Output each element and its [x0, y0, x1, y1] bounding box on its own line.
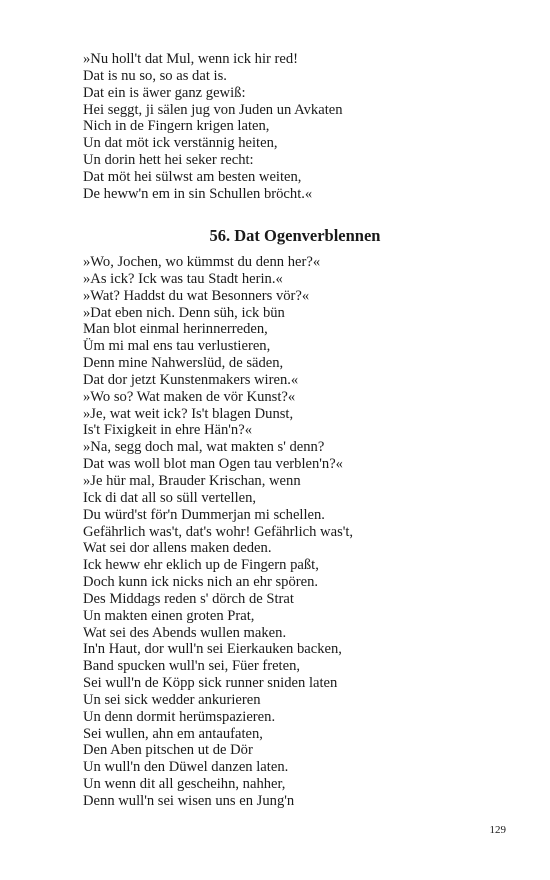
- verse-line: Sei wullen, ahn em antaufaten,: [83, 725, 263, 742]
- verse-line: »Wo so? Wat maken de vör Kunst?«: [83, 388, 296, 405]
- page-number: 129: [489, 824, 506, 836]
- verse-line: Des Middags reden s' dörch de Strat: [83, 590, 294, 607]
- poem-title: 56. Dat Ogenverblennen: [209, 226, 381, 245]
- verse-line: Dat ein is äwer ganz gewiß:: [83, 84, 246, 101]
- verse-line: Nich in de Fingern krigen laten,: [83, 118, 270, 135]
- verse-line: Denn wull'n sei wisen uns en Jung'n: [83, 793, 295, 809]
- verse-line: In'n Haut, dor wull'n sei Eierkauken backen,: [83, 641, 342, 658]
- verse-line: Dat dor jetzt Kunstenmakers wiren.«: [83, 371, 299, 388]
- verse-line: Üm mi mal ens tau verlustieren,: [83, 338, 271, 355]
- verse-line: De heww'n em in sin Schullen bröcht.«: [83, 185, 313, 202]
- verse-line: Ick di dat all so süll vertellen,: [83, 489, 257, 506]
- verse-line: Band spucken wull'n sei, Füer freten,: [83, 658, 301, 675]
- verse-line: Dat was woll blot man Ogen tau verblen'n?«: [83, 456, 343, 473]
- verse-line: »Nu holl't dat Mul, wenn ick hir red!: [83, 51, 299, 67]
- verse-line: »Wat? Haddst du wat Besonners vör?«: [83, 287, 310, 304]
- verse-line: Un dorin hett hei seker recht:: [83, 152, 254, 169]
- verse-line: Un wenn dit all gescheihn, nahher,: [83, 776, 286, 793]
- verse-line: Un wull'n den Düwel danzen laten.: [83, 759, 289, 776]
- verse-line: Un dat möt ick verstännig heiten,: [83, 135, 278, 152]
- verse-line: Hei seggt, ji sälen jug von Juden un Avkaten: [83, 101, 343, 118]
- verse-line: Un makten einen groten Prat,: [83, 607, 255, 624]
- verse-line: Wat sei des Abends wullen maken.: [83, 624, 287, 641]
- poem-body: [83, 254, 503, 810]
- verse-line: Ick heww ehr eklich up de Fingern paßt,: [83, 557, 319, 574]
- verse-line: Dat is nu so, so as dat is.: [83, 67, 227, 84]
- verse-line: Doch kunn ick nicks nich an ehr spören.: [83, 574, 319, 591]
- verse-line: Denn mine Nahwerslüd, de säden,: [83, 355, 284, 372]
- continued-poem-stanza: [83, 51, 503, 203]
- verse-line: Sei wull'n de Köpp sick runner sniden laten: [83, 675, 338, 692]
- verse-line: »Na, segg doch mal, wat makten s' denn?: [83, 439, 325, 456]
- verse-line: »Je hür mal, Brauder Krischan, wenn: [83, 472, 301, 489]
- verse-line: »Je, wat weit ick? Is't blagen Dunst,: [83, 405, 294, 422]
- verse-line: Den Aben pitschen ut de Dör: [83, 742, 253, 759]
- verse-line: Is't Fixigkeit in ehre Hän'n?«: [83, 422, 252, 439]
- verse-line: Un sei sick wedder ankurieren: [83, 691, 261, 708]
- verse-line: »Wo, Jochen, wo kümmst du denn her?«: [83, 254, 321, 270]
- verse-line: Un denn dormit herümspazieren.: [83, 708, 276, 725]
- verse-line: Dat möt hei sülwst am besten weiten,: [83, 168, 302, 185]
- verse-line: Gefährlich was't, dat's wohr! Gefährlich was't,: [83, 523, 354, 540]
- verse-line: »Dat eben nich. Denn süh, ick bün: [83, 304, 285, 321]
- verse-line: Wat sei dor allens maken deden.: [83, 540, 272, 557]
- verse-line: »As ick? Ick was tau Stadt herin.«: [83, 270, 283, 287]
- verse-line: Man blot einmal herinnerreden,: [83, 321, 268, 338]
- verse-line: Du würd'st för'n Dummerjan mi schellen.: [83, 506, 325, 523]
